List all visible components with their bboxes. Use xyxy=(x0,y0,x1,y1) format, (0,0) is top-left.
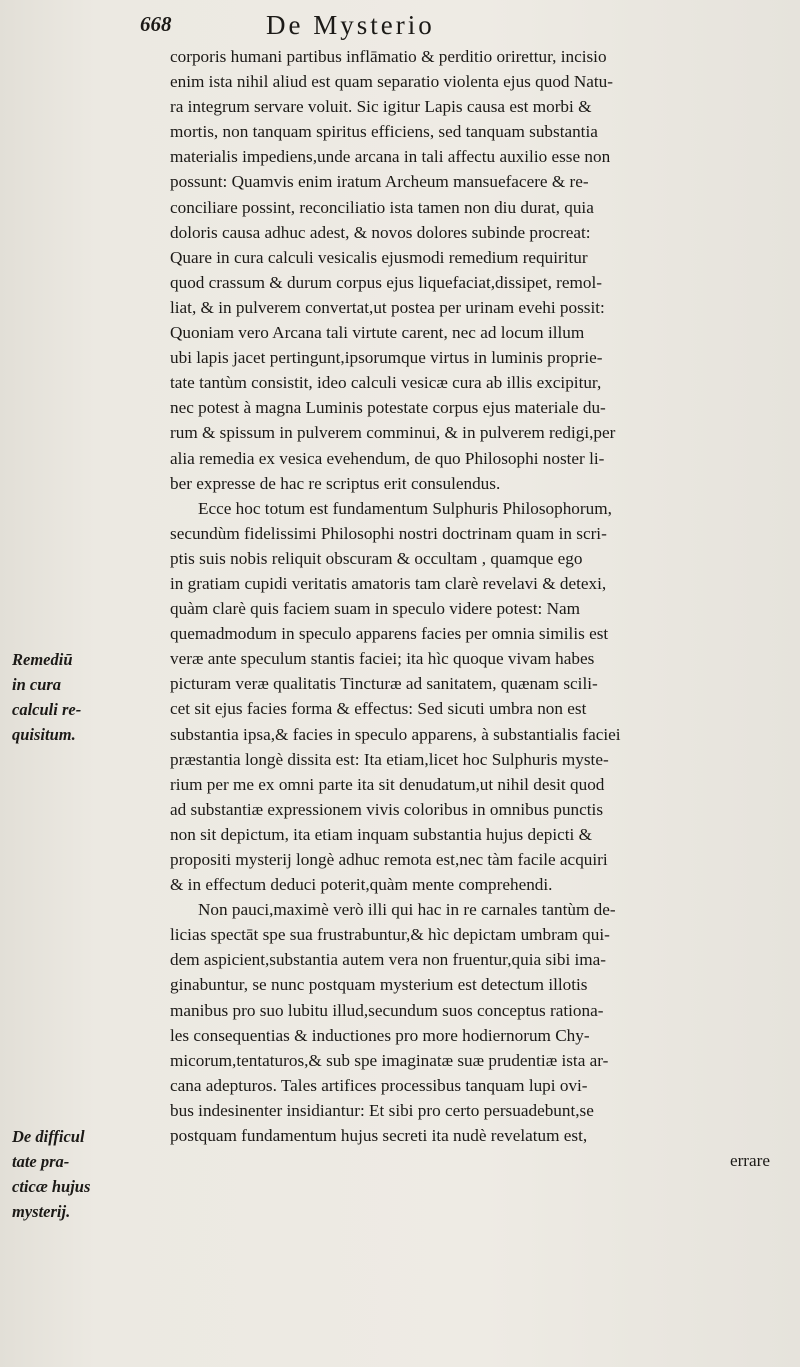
text-line: quàm clarè quis faciem suam in speculo videre potest: Nam xyxy=(170,599,580,619)
text-line: alia remedia ex vesica evehendum, de quo Philosophi noster li- xyxy=(170,448,605,468)
margin-note-line: cticæ hujus xyxy=(12,1177,91,1197)
text-line: non sit depictum, ita etiam inquam substantia hujus depicti & xyxy=(170,824,592,844)
text-line: ginabuntur, se nunc postquam mysterium est detectum illotis xyxy=(170,975,588,995)
text-line: ptis suis nobis reliquit obscuram & occultam , quamque ego xyxy=(170,548,583,568)
body-text xyxy=(170,44,770,1173)
margin-note-line: in cura xyxy=(12,675,62,695)
text-line: corporis humani partibus inflāmatio & perditio orirettur, incisio xyxy=(170,47,607,66)
text-line: materialis impediens,unde arcana in tali affectu auxilio esse non xyxy=(170,147,611,167)
text-line: quemadmodum in speculo apparens facies per omnia similis est xyxy=(170,624,609,644)
text-line: les consequentias & inductiones pro more hodiernorum Chy- xyxy=(170,1025,590,1045)
margin-note-line: calculi re- xyxy=(12,700,82,720)
text-line: conciliare possint, reconciliatio ista tamen non diu durat, quia xyxy=(170,197,594,217)
text-line: tate tantùm consistit, ideo calculi vesicæ cura ab illis excipitur, xyxy=(170,373,602,393)
text-line: ubi lapis jacet pertingunt,ipsorumque virtus in luminis proprie- xyxy=(170,348,603,368)
text-line: dem aspicient,substantia autem vera non fruentur,quia sibi ima- xyxy=(170,950,607,970)
text-line: ber expresse de hac re scriptus erit consulendus. xyxy=(170,473,501,493)
text-line: cana adepturos. Tales artifices processibus tanquam lupi ovi- xyxy=(170,1075,588,1095)
text-line: doloris causa adhuc adest, & novos dolores subinde procreat: xyxy=(170,222,591,242)
text-line: enim ista nihil aliud est quam separatio violenta ejus quod Natu- xyxy=(170,72,613,92)
text-line: Ecce hoc totum est fundamentum Sulphuris Philosophorum, xyxy=(198,498,612,518)
text-line: possunt: Quamvis enim iratum Archeum mansuefacere & re- xyxy=(170,172,589,192)
text-line: præstantia longè dissita est: Ita etiam,licet hoc Sulphuris myste- xyxy=(170,749,609,769)
text-line: ad substantiæ expressionem vivis coloribus in omnibus punctis xyxy=(170,799,604,819)
text-line: postquam fundamentum hujus secreti ita nudè revelatum est, xyxy=(170,1126,588,1146)
margin-note-remedium xyxy=(12,647,172,747)
margin-note-line: tate pra- xyxy=(12,1152,70,1172)
running-head: De Mysterio xyxy=(266,10,435,40)
text-line: Non pauci,maximè verò illi qui hac in re carnales tantùm de- xyxy=(198,900,616,920)
text-line: rium per me ex omni parte ita sit denudatum,ut nihil desit quod xyxy=(170,774,605,794)
catchword: errare xyxy=(729,1151,770,1171)
text-line: licias spectāt spe sua frustrabuntur,& hìc depictam umbram qui- xyxy=(170,925,610,945)
text-line: propositi mysterij longè adhuc remota est,nec tàm facile acquiri xyxy=(170,850,608,869)
text-line: bus indesinenter insidiantur: Et sibi pro certo persuadebunt,se xyxy=(170,1100,594,1120)
page-header xyxy=(140,10,760,44)
text-line: nec potest à magna Luminis potestate corpus ejus materiale du- xyxy=(170,398,606,418)
text-line: mortis, non tanquam spiritus efficiens, sed tanquam substantia xyxy=(170,122,598,142)
margin-note-line: Remediū xyxy=(12,650,73,669)
text-line: liat, & in pulverem convertat,ut postea per urinam evehi possit: xyxy=(170,297,605,317)
text-line: cet sit ejus facies forma & effectus: Sed sicuti umbra non est xyxy=(170,699,587,719)
text-line: secundùm fidelissimi Philosophi nostri doctrinam quam in scri- xyxy=(170,523,607,543)
margin-note-line: De difficul xyxy=(12,1127,85,1146)
text-line: manibus pro suo lubitu illud,secundum suos conceptus rationa- xyxy=(170,1000,604,1020)
text-line: in gratiam cupidi veritatis amatoris tam clarè revelavi & detexi, xyxy=(170,573,607,593)
margin-note-line: mysterij. xyxy=(12,1202,71,1222)
text-line: veræ ante speculum stantis faciei; ita hìc quoque vivam habes xyxy=(170,649,595,669)
margin-note-difficultate xyxy=(12,1124,172,1224)
text-line: substantia ipsa,& facies in speculo apparens, à substantialis faciei xyxy=(170,724,621,744)
text-line: rum & spissum in pulverem comminui, & in pulverem redigi,per xyxy=(170,423,616,443)
text-line: & in effectum deduci poterit,quàm mente comprehendi. xyxy=(170,875,553,895)
text-line: Quoniam vero Arcana tali virtute carent, nec ad locum illum xyxy=(170,323,585,343)
text-line: ra integrum servare voluit. Sic igitur Lapis causa est morbi & xyxy=(170,97,592,117)
text-line: quod crassum & durum corpus ejus liquefaciat,dissipet, remol- xyxy=(170,272,602,292)
text-line: micorum,tentaturos,& sub spe imaginatæ suæ prudentiæ ista ar- xyxy=(170,1050,609,1070)
text-line: Quare in cura calculi vesicalis ejusmodi remedium requiritur xyxy=(170,247,588,267)
page-number: 668 xyxy=(140,12,172,36)
text-line: picturam veræ qualitatis Tincturæ ad sanitatem, quænam scili- xyxy=(170,674,598,694)
margin-note-line: quisitum. xyxy=(12,725,76,745)
